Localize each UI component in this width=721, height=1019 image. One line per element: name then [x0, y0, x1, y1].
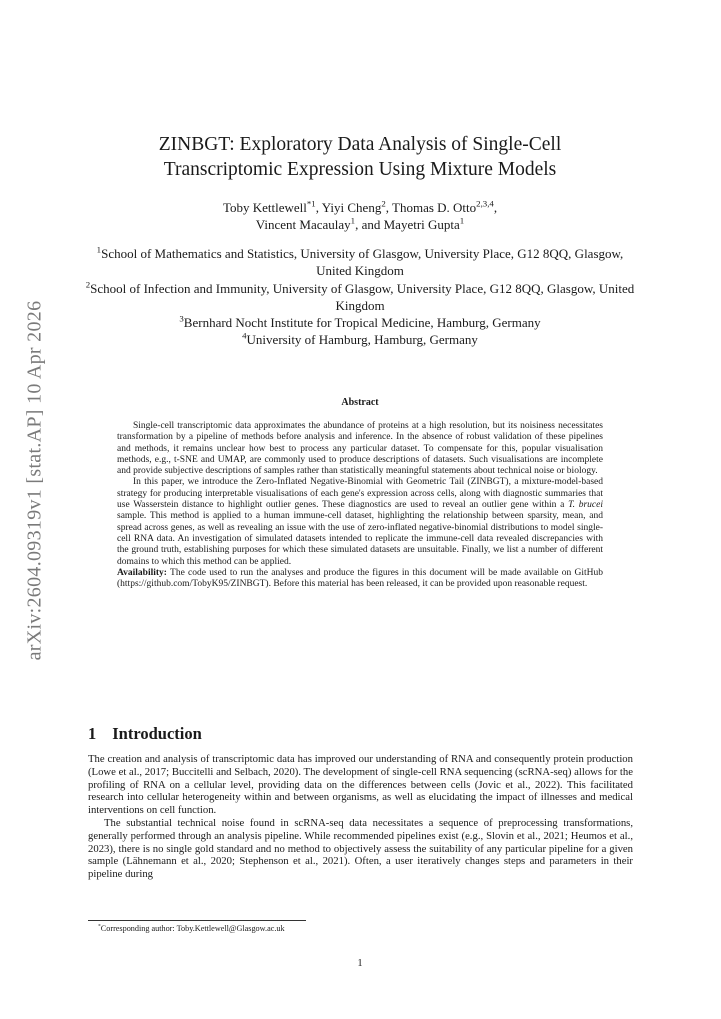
introduction-body — [88, 753, 633, 881]
affiliation: $^2$School of Infection and Immunity, University of Glasgow, University Place, G12 8QQ, Glasgow, United Kingdom — [85, 279, 635, 313]
affiliation: $^4$University of Hamburg, Hamburg, Germany — [242, 331, 478, 348]
footnote-rule — [88, 920, 306, 921]
author-name: Vincent Macaulay — [255, 217, 351, 232]
title-line-1: ZINBGT: Exploratory Data Analysis of Single-Cell — [158, 134, 562, 155]
author-sup: 1 — [350, 215, 356, 226]
footnote: *Corresponding author: Toby.Kettlewell@Glasgow.ac.uk — [98, 923, 285, 933]
availability-label: Availability: — [117, 567, 167, 578]
section-title: Introduction — [112, 724, 202, 743]
author-name: Mayetri Gupta — [383, 217, 460, 232]
author-name: Yiyi Cheng — [321, 200, 382, 215]
abstract-paragraph: In this paper, we introduce the Zero-Inflated Negative-Binomial with Geometric Tail (ZINBGT), a mixture-model-based strategy for producing interpretable visualisations of each gene's expression across cells, along with diagnostic summaries that use Wasserstein distance to highlight outlier genes. These diagnostics are used to reveal an outlier gene within a T. brucei sample. This method is applied to a human immune-cell dataset, highlighting the relationship between sparsity, mean, and spread across genes, as well as revealing an issue with the use of zero-inflated negative-binomial distributions to model single-cell RNA data. An investigation of simulated datasets intended to replicate the immune-cell data revealed discrepancies with the ground truth, establishing purposes for which these simulated datasets are unsuitable. Finally, we list a number of different domains to which this method can be applied. — [117, 477, 603, 567]
page-number: 1 — [357, 958, 363, 969]
abstract-heading: Abstract — [341, 397, 379, 408]
section-number: 1 — [88, 724, 97, 743]
body-paragraph: The creation and analysis of transcriptomic data has improved our understanding of RNA and consequently protein production (Lowe et al., 2017; Buccitelli and Selbach, 2020). The development of single-cell RNA sequencing (scRNA-seq) allows for the profiling of RNA on a cellular level, providing data on the differences between cells (Jovic et al., 2022). This facilitated research into cellular heterogeneity within and between organisms, as well as elucidating the impact of illnesses and medical interventions on cell function. — [88, 753, 633, 817]
author-sup: 2 — [381, 198, 386, 209]
paper-title — [90, 132, 630, 182]
author-name: Toby Kettlewell — [222, 200, 307, 215]
author-sup: 1 — [459, 215, 465, 226]
availability-statement: Availability: The code used to run the analyses and produce the figures in this document will be made available on GitHub (https://github.com/TobyK95/ZINBGT). Before this material has been released, it can be provided upon reasonable request. — [117, 567, 603, 590]
author-sup: *1 — [306, 198, 316, 209]
arxiv-identifier: arXiv:2604.09319v1 [stat.AP] 10 Apr 2026 — [23, 300, 46, 660]
abstract-paragraph: Single-cell transcriptomic data approximates the abundance of proteins at a high resolution, but its noisiness necessitates transformation by a pipeline of methods before analysis and inference. In the absence of robust validation of these pipelines and methods, it remains unclear how best to process any particular dataset. To compensate for this, popular visualisation methods, e.g., t-SNE and UMAP, are commonly used to produce descriptions of datasets. Such visualisations are incomplete and provide subjective descriptions of samples rather than statistically meaningful statements about technical noise or biology. — [117, 421, 603, 477]
title-line-2: Transcriptomic Expression Using Mixture Models — [163, 159, 557, 180]
affiliation-list — [80, 245, 640, 349]
author-list: Toby Kettlewell$^{*1}$, Yiyi Cheng$^2$, Thomas D. Otto$^{2,3,4}$, Vincent Macaulay$^1$, and Mayetri Gupta$^1$ — [222, 198, 498, 232]
arxiv-sidebar — [20, 290, 50, 670]
affiliation: $^1$School of Mathematics and Statistics, University of Glasgow, University Place, G12 8QQ, Glasgow, United Kingdom — [96, 244, 624, 279]
affiliation: $^3$Bernhard Nocht Institute for Tropical Medicine, Hamburg, Germany — [179, 313, 541, 331]
abstract-body — [117, 421, 603, 590]
body-paragraph: The substantial technical noise found in scRNA-seq data necessitates a sequence of preprocessing transformations, generally performed through an analysis pipeline. While recommended pipelines exist (e.g., Slovin et al., 2021; Heumos et al., 2023), there is no single gold standard and no method to objectively assess the suitability of any particular pipeline for a given sample (Lähnemann et al., 2020; Stephenson et al., 2021). Often, a user iteratively changes steps and parameters in their pipeline during — [88, 816, 633, 881]
section-heading — [88, 724, 202, 744]
author-name: Thomas D. Otto — [392, 200, 477, 215]
author-sup: 2,3,4 — [476, 198, 494, 209]
